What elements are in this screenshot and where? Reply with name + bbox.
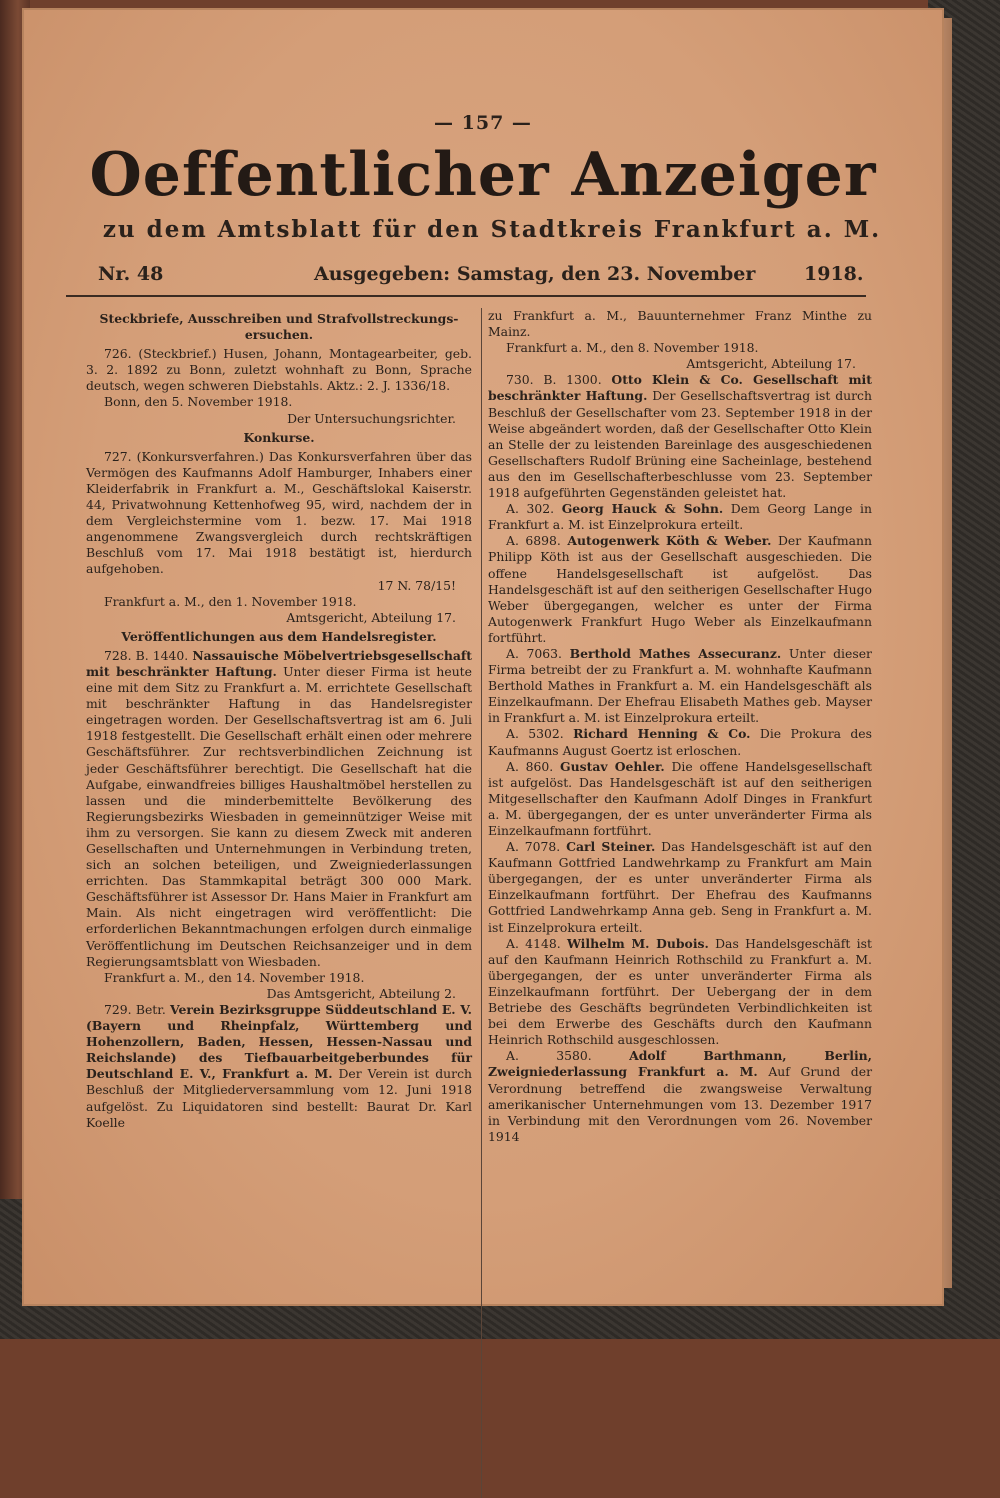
notice-lead: 729. Betr. <box>104 1001 166 1017</box>
notice-730 <box>488 372 872 501</box>
notice-lead: A. 5302. <box>506 726 564 742</box>
column-right <box>488 308 872 1145</box>
notice-body: Der Kaufmann Philipp Köth ist aus der Gesellschaft ausgeschieden. Die offene Handelsgesellschaft ist aufgelöst. Das Handelsgeschäft ist auf den seitherigen Gesellschafter Hugo Weber übergegangen, welcher es unter der Firma Autogenwerk Frankfurt Hugo Weber als Einzelkaufmann fortführt. <box>488 533 872 645</box>
notice-body: Auf Grund der Verordnung betreffend die zwangsweise Verwaltung amerikanischer Unternehmungen vom 13. Dezember 1917 in Verbindung mit den Verordnungen vom 26. November 1914 <box>488 1064 872 1144</box>
notice-728-place: Frankfurt a. M., den 14. November 1918. <box>104 969 365 985</box>
notice-body: Der Gesellschaftsvertrag ist durch Beschluß der Gesellschafter vom 23. September 1918 in der Weise abgeändert worden, daß der Gesellschafter Otto Klein an Stelle der zu leistenden Bareinlage des ausgeschiedenen Gesellschafters Rudolf Brüning eine Sacheinlage, bestehend aus den im Gesellschafterbeschlusse vom 23. September 1918 aufgeführten Gegenständen geleistet hat. <box>488 388 872 501</box>
notice-lead: A. 302. <box>506 501 555 517</box>
company-name: Carl Steiner. <box>566 839 656 855</box>
column-left <box>86 308 472 1131</box>
company-name: Richard Henning & Co. <box>573 726 751 742</box>
section-heading: Konkurse. <box>243 429 315 445</box>
column-divider <box>481 308 482 1498</box>
notice-a860 <box>488 759 872 839</box>
notice-lead: 730. B. 1300. <box>506 372 602 388</box>
notice-body: Unter dieser Firma betreibt der zu Frankfurt a. M. wohnhafte Kaufmann Berthold Mathes in Frankfurt a. M. ein Handelsgeschäft als Einzelkaufmann. Der Ehefrau Elisabeth Mathes geb. Mayser in Frankfurt a. M. ist Einzelprokura erteilt. <box>488 645 872 726</box>
company-name: Autogenwerk Köth & Weber. <box>567 533 772 549</box>
notice-729-signature: Amtsgericht, Abteilung 17. <box>686 356 856 372</box>
section-heading: Steckbriefe, Ausschreiben und Strafvollstreckungs-ersuchen. <box>99 311 459 343</box>
notice-727-signature: Amtsgericht, Abteilung 17. <box>286 609 456 625</box>
notice-728 <box>86 648 472 970</box>
notice-a3580 <box>488 1048 872 1145</box>
notice-726-place: Bonn, den 5. November 1918. <box>104 394 293 410</box>
notice-lead: A. 7078. <box>506 839 561 855</box>
newspaper-page <box>22 8 944 1306</box>
notice-729 <box>86 1002 472 1131</box>
notice-a4148 <box>488 936 872 1049</box>
notice-body: Dem Georg Lange in Frankfurt a. M. ist Einzelprokura erteilt. <box>488 501 872 533</box>
notice-body: Die offene Handelsgesellschaft ist aufgelöst. Das Handelsgeschäft ist auf den seitherigen Mitgesellschafter den Kaufmann Adolf Dinges in Frankfurt a. M. übergegangen, der es unter unveränderter Firma als Einzelkaufmann fortführt. <box>488 758 872 838</box>
company-name: Gustav Oehler. <box>560 758 665 774</box>
notice-body: Die Prokura des Kaufmanns August Goertz ist erloschen. <box>488 726 872 758</box>
notice-727-place: Frankfurt a. M., den 1. November 1918. <box>104 593 357 609</box>
company-name: Georg Hauck & Sohn. <box>561 501 724 517</box>
notice-body: Das Handelsgeschäft ist auf den Kaufmann Heinrich Rothschild zu Frankfurt a. M. übergegangen, der es unter unveränderter Firma als Einzelkaufmann fortführt. Der Uebergang der in dem Betriebe des Geschäfts begründeten Verbindlichkeiten ist bei dem Erwerbe des Geschäfts durch den Kaufmann Heinrich Rothschild ausgeschlossen. <box>488 935 872 1048</box>
notice-lead: A. 6898. <box>506 533 561 549</box>
notice-body: Der Verein ist durch Beschluß der Mitgliederversammlung vom 12. Juni 1918 aufgelöst. Zu Liquidatoren sind bestellt: Baurat Dr. Karl Koelle <box>86 1066 472 1130</box>
notice-a7063 <box>488 646 872 726</box>
notice-body: Das Handelsgeschäft ist auf den Kaufmann Gottfried Landwehrkamp zu Frankfurt am Main übergegangen, der es unter unveränderter Firma als Einzelkaufmann fortführt. Der Ehefrau des Kaufmanns Gottfried Landwehrkamp Anna geb. Seng in Frankfurt a. M. ist Einzelprokura erteilt. <box>488 839 872 935</box>
company-name: Otto Klein & Co. Gesellschaft mit beschränkter Haftung. <box>488 372 872 404</box>
notice-727: 727. (Konkursverfahren.) Das Konkursverfahren über das Vermögen des Kaufmanns Adolf Hamburger, Inhabers einer Kleiderfabrik in Frankfurt a. M., Geschäftslokal Kaiserstr. 44, Privatwohnung Kettenhofweg 95, wird, nachdem der in dem Vergleichstermine vom 1. bezw. 17. Mai 1918 angenommene Zwangsvergleich durch rechtskräftigen Beschluß vom 17. Mai 1918 bestätigt ist, hierdurch aufgehoben. <box>86 448 472 577</box>
page-number: — 157 — <box>434 112 532 134</box>
notice-a7078 <box>488 839 872 936</box>
notice-726: 726. (Steckbrief.) Husen, Johann, Montagearbeiter, geb. 3. 2. 1892 zu Bonn, zuletzt wohnhaft zu Bonn, Sprache deutsch, wegen schweren Diebstahls. Aktz.: 2. J. 1336/18. <box>86 346 472 394</box>
notice-726-signature: Der Untersuchungsrichter. <box>287 410 456 426</box>
notice-728-signature: Das Amtsgericht, Abteilung 2. <box>266 985 456 1001</box>
notice-lead: A. 7063. <box>506 645 562 661</box>
company-name: Berthold Mathes Assecuranz. <box>569 645 782 661</box>
masthead-subtitle: zu dem Amtsblatt für den Stadtkreis Frankfurt a. M. <box>102 216 882 243</box>
company-name: Nassauische Möbelvertriebsgesellschaft mit beschränkter Haftung. <box>86 647 472 679</box>
company-name: Adolf Barthmann, Berlin, Zweigniederlassung Frankfurt a. M. <box>488 1048 872 1080</box>
notice-body: Unter dieser Firma ist heute eine mit dem Sitz zu Frankfurt a. M. errichtete Gesellschaft mit beschränkter Haftung in das Handelsregister eingetragen worden. Der Gesellschaftsvertrag ist am 6. Juli 1918 festgestellt. Die Gesellschaft erhält einen oder mehrere Geschäftsführer. Zur rechtsverbindlichen Zeichnung ist jeder Geschäftsführer berechtigt. Die Gesellschaft hat die Aufgabe, einwandfreies billiges Haushaltmöbel herstellen zu lassen und die minderbemittelte Bevölkerung des Regierungsbezirks Wiesbaden in gemeinnütziger Weise mit ihm zu versorgen. Sie kann zu diesem Zweck mit anderen Gesellschaften und Unternehmungen in Verbindung treten, sich an solchen beteiligen, und Zweigniederlassungen errichten. Das Stammkapital beträgt 300 000 Mark. Geschäftsführer ist Assessor Dr. Hans Maier in Frankfurt am Main. Als nicht eingetragen wird veröffentlicht: Die erforderlichen Bekanntmachungen erfolgen durch einmalige Veröffentlichung im Deutschen Reichsanzeiger und in dem Regierungsamtsblatt von Wiesbaden. <box>86 663 472 969</box>
notice-729-place: Frankfurt a. M., den 8. November 1918. <box>506 340 759 356</box>
notice-lead: A. 4148. <box>506 935 561 951</box>
company-name: Wilhelm M. Dubois. <box>566 935 709 951</box>
issue-line <box>66 259 866 297</box>
notice-729-continued: zu Frankfurt a. M., Bauunternehmer Franz Minthe zu Mainz. <box>488 308 872 340</box>
notice-a6898 <box>488 533 872 646</box>
notice-lead: A. 860. <box>506 758 554 774</box>
notice-lead: A. 3580. <box>506 1048 592 1064</box>
issue-year: 1918. <box>804 263 864 285</box>
section-heading: Veröffentlichungen aus dem Handelsregister. <box>121 628 437 644</box>
notice-a302 <box>488 501 872 533</box>
notice-a5302 <box>488 726 872 758</box>
masthead-title: Oeffentlicher Anzeiger <box>89 140 877 210</box>
notice-lead: 728. B. 1440. <box>104 647 189 663</box>
issue-date: Ausgegeben: Samstag, den 23. November <box>314 263 756 285</box>
issue-number: Nr. 48 <box>98 263 164 285</box>
company-name: Verein Bezirksgruppe Süddeutschland E. V. (Bayern und Rheinpfalz, Württemberg und Hohenzollern, Baden, Hessen, Hessen-Nassau und Reichslande) des Tiefbauarbeitgeberbundes für Deutschland E. V., Frankfurt a. M. <box>86 1001 472 1082</box>
notice-727-reference: 17 N. 78/15! <box>377 577 456 593</box>
